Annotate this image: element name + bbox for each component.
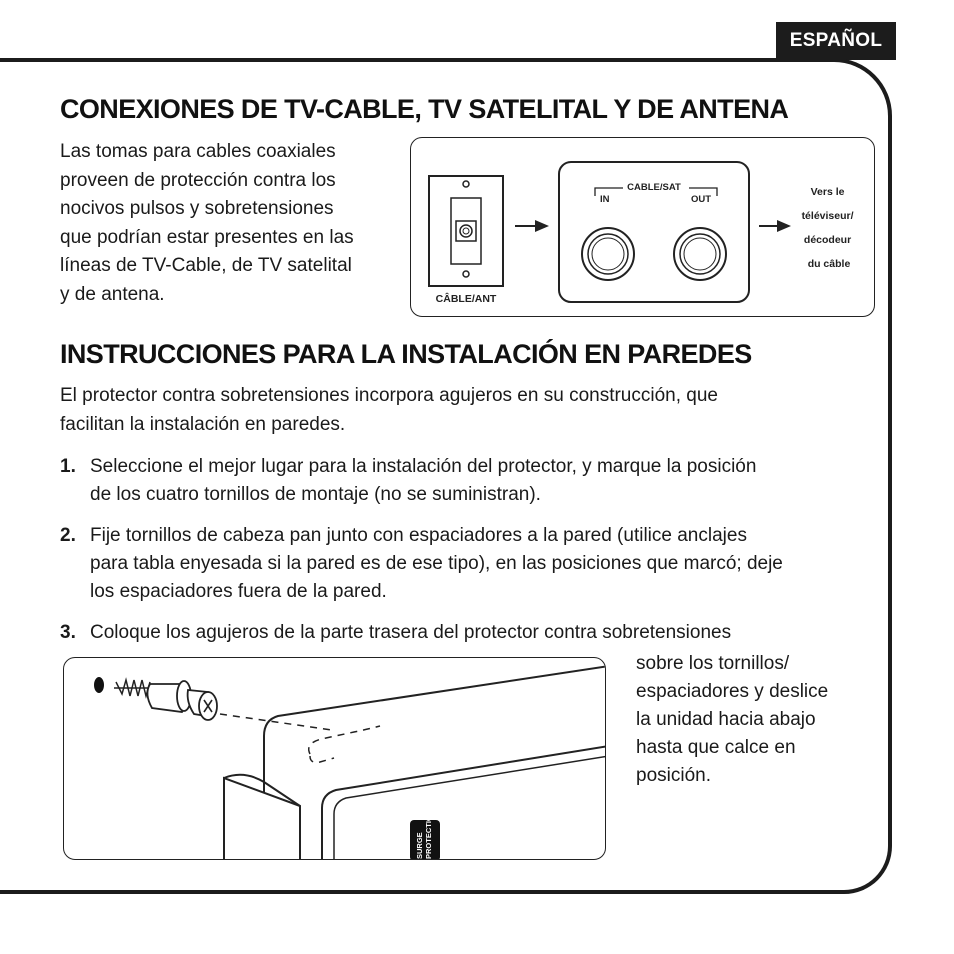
step-line: espaciadores y deslice [636,681,829,702]
in-label: IN [600,194,610,205]
svg-text:SURGE PROTECTION [415,810,433,859]
step-line: Seleccione el mejor lugar para la instalación del protector, y marque la posición [90,456,757,477]
coax-out-connector-icon [674,228,726,280]
paragraph-line: El protector contra sobretensiones incorpora agujeros en su construcción, que [60,385,718,406]
installation-steps [60,453,870,660]
paragraph-line: líneas de TV-Cable, de TV satelital [60,255,352,276]
paragraph-line: proveen de protección contra los [60,169,336,191]
step-line: para tabla enyesada si la pared es de ese tipo), en las posiciones que marcó; deje [90,553,783,574]
connections-paragraph [60,138,400,309]
diagram-artwork [411,138,876,318]
wall-plate-label: CÂBLE/ANT [435,293,497,305]
destination-line: Vers le [810,186,845,198]
coax-jack-icon [456,221,476,241]
screw-head-icon [188,690,217,720]
destination-line: décodeur [803,234,852,246]
cable-sat-label: CABLE/SAT [627,182,681,193]
language-tab: ESPAÑOL [776,22,896,60]
illustration-artwork [64,658,606,860]
surge-protector-icon [224,666,606,860]
installation-intro [60,382,880,439]
connection-diagram [410,137,875,317]
section-heading-installation: INSTRUCCIONES PARA LA INSTALACIÓN EN PAREDES [60,339,752,369]
step-number: 2. [60,525,76,546]
paragraph-line: nocivos pulsos y sobretensiones [60,198,334,219]
step-number: 1. [60,456,76,477]
paragraph-line: que podrían estar presentes en las [60,226,354,248]
destination-line: téléviseur/ [801,210,854,222]
paragraph-line: Las tomas para cables coaxiales [60,141,336,162]
step-line: los espaciadores fuera de la pared. [90,581,387,602]
section-heading-connections: CONEXIONES DE TV-CABLE, TV SATELITAL Y DE ANTENA [60,94,789,124]
step-item [60,522,870,606]
step-line: sobre los tornillos/ [636,653,790,674]
step-number: 3. [60,622,76,643]
out-label: OUT [691,194,712,205]
step-item [60,453,870,509]
step-line: posición. [636,765,711,786]
paragraph-line: facilitan la instalación en paredes. [60,413,346,435]
device-label-line: SURGE [415,832,424,859]
coax-in-connector-icon [582,228,634,280]
paragraph-line: y de antena. [60,283,165,305]
step-line: hasta que calce en [636,737,796,758]
wall-hole-icon [94,677,104,693]
destination-line: du câble [807,258,851,270]
wall-mount-illustration [63,657,606,860]
svg-text:Vers le téléviseur/ [802,186,857,270]
spacer-icon [147,681,191,712]
step-line: de los cuatro tornillos de montaje (no se suministran). [90,484,541,505]
step-3-continuation [636,650,876,790]
step-line: Coloque los agujeros de la parte trasera del protector contra sobretensiones [90,622,732,643]
step-item [60,619,870,647]
step-line: la unidad hacia abajo [636,709,816,730]
device-label-line: PROTECTION [424,809,433,859]
step-line: Fije tornillos de cabeza pan junto con espaciadores a la pared (utilice anclajes [90,525,747,546]
